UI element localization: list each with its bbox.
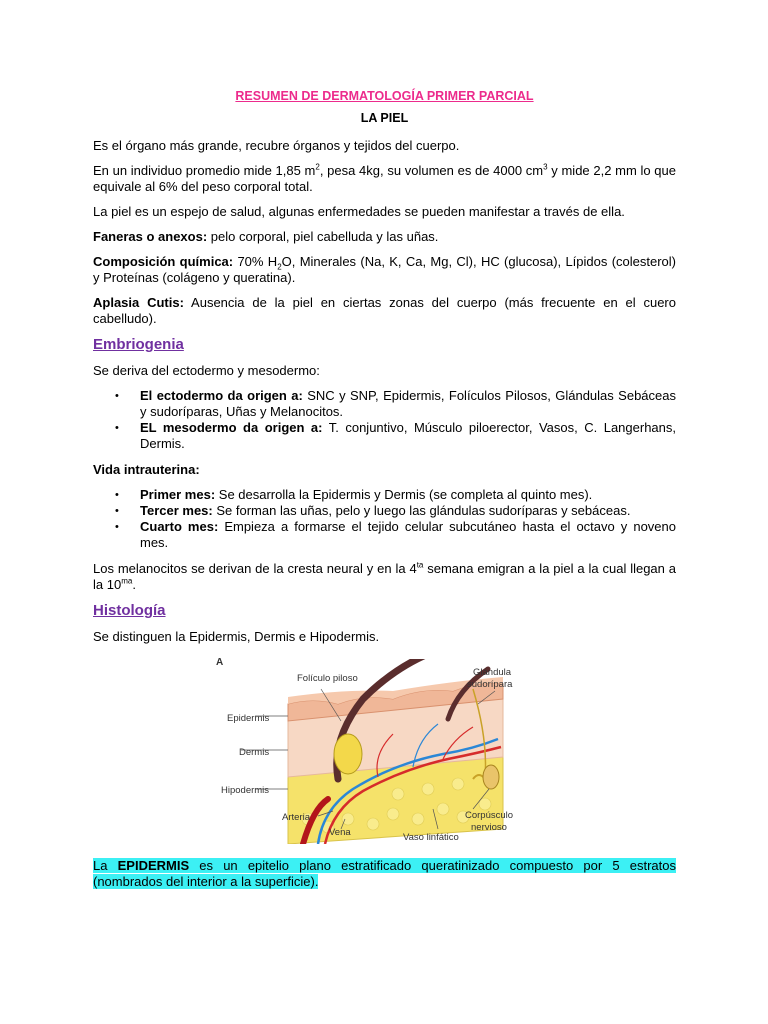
label-hipodermis: Hipodermis (221, 785, 270, 796)
paragraph-measures: En un individuo promedio mide 1,85 $m^2$, pesa 4kg, su volumen es de 4000 $cm^3$ y mide 2,2 mm lo que equivale al 6% del peso corporal total. (93, 162, 676, 194)
label-arteria: Arteria (282, 812, 310, 823)
list-item: • El ectodermo da origen a: SNC y SNP, Epidermis, Folículos Pilosos, Glándulas Sebáceas y sudoríparas, Uñas y Melanocitos. (115, 388, 676, 419)
paragraph-faneras: Faneras o anexos: pelo corporal, piel cabelluda y las uñas. (93, 229, 439, 244)
paragraph-composicion: Composición química: 70% $H_2O$, Minerales (Na, K, Ca, Mg, Cl), HC (glucosa), Lípidos (colesterol) y Proteínas (colágeno y queratina). (93, 254, 676, 285)
label-corpusculo: Corpúsculo (465, 810, 514, 821)
list-item: • Cuarto mes: Empieza a formarse el tejido celular subcutáneo hasta el octavo y noveno mes. (115, 519, 676, 550)
label-foliculo: Folículo piloso (297, 673, 358, 684)
list-item: • Primer mes: Se desarrolla la Epidermis y Dermis (se completa al quinto mes). (115, 487, 593, 502)
paragraph-epidermis: La EPIDERMIS es un epitelio plano estratificado queratinizado compuesto por 5 estratos (nombrados del interior a la superficie). (93, 858, 676, 889)
paragraph-melanocitos: Los melanocitos se derivan de la cresta neural y en la $4^{ta}$ semana emigran a la piel a la cual llegan a la $10^{ma}$. (93, 560, 676, 592)
panel-label: A (216, 657, 224, 668)
document-body (93, 84, 676, 899)
document-title: RESUMEN DE DERMATOLOGÍA PRIMER PARCIAL (235, 89, 534, 103)
label-vena: Vena (329, 827, 351, 838)
heading-histologia: Histología (93, 602, 166, 619)
paragraph-aplasia: Aplasia Cutis: Ausencia de la piel en ciertas zonas del cuerpo (más frecuente en el cuero cabelludo). (93, 295, 676, 326)
skin-illustration (93, 659, 673, 844)
label-epidermis: Epidermis (227, 713, 270, 724)
list-item: • EL mesodermo da origen a: T. conjuntivo, Músculo piloerector, Vasos, C. Langerhans, Dermis. (115, 420, 676, 451)
label-glandula: Glándula (473, 667, 512, 678)
list-origen (93, 388, 676, 452)
paragraph-deriva: Se deriva del ectodermo y mesodermo: (93, 363, 320, 378)
list-vida (93, 487, 676, 551)
skin-diagram (93, 659, 673, 844)
label-vaso-linfatico: Vaso linfático (403, 832, 459, 843)
label-glandula-2: sudorípara (467, 679, 513, 690)
paragraph-mirror: La piel es un espejo de salud, algunas enfermedades se pueden manifestar a través de ella. (93, 204, 625, 219)
list-item: • Tercer mes: Se forman las uñas, pelo y luego las glándulas sudoríparas y sebáceas. (115, 503, 631, 518)
heading-embriogenia: Embriogenia (93, 336, 184, 353)
label-corpusculo-2: nervioso (471, 822, 507, 833)
label-dermis: Dermis (239, 747, 270, 758)
paragraph-distinguen: Se distinguen la Epidermis, Dermis e Hipodermis. (93, 629, 380, 644)
section-title: LA PIEL (360, 111, 409, 125)
label-vida-intrauterina: Vida intrauterina: (93, 462, 200, 477)
paragraph-intro: Es el órgano más grande, recubre órganos y tejidos del cuerpo. (93, 138, 460, 153)
